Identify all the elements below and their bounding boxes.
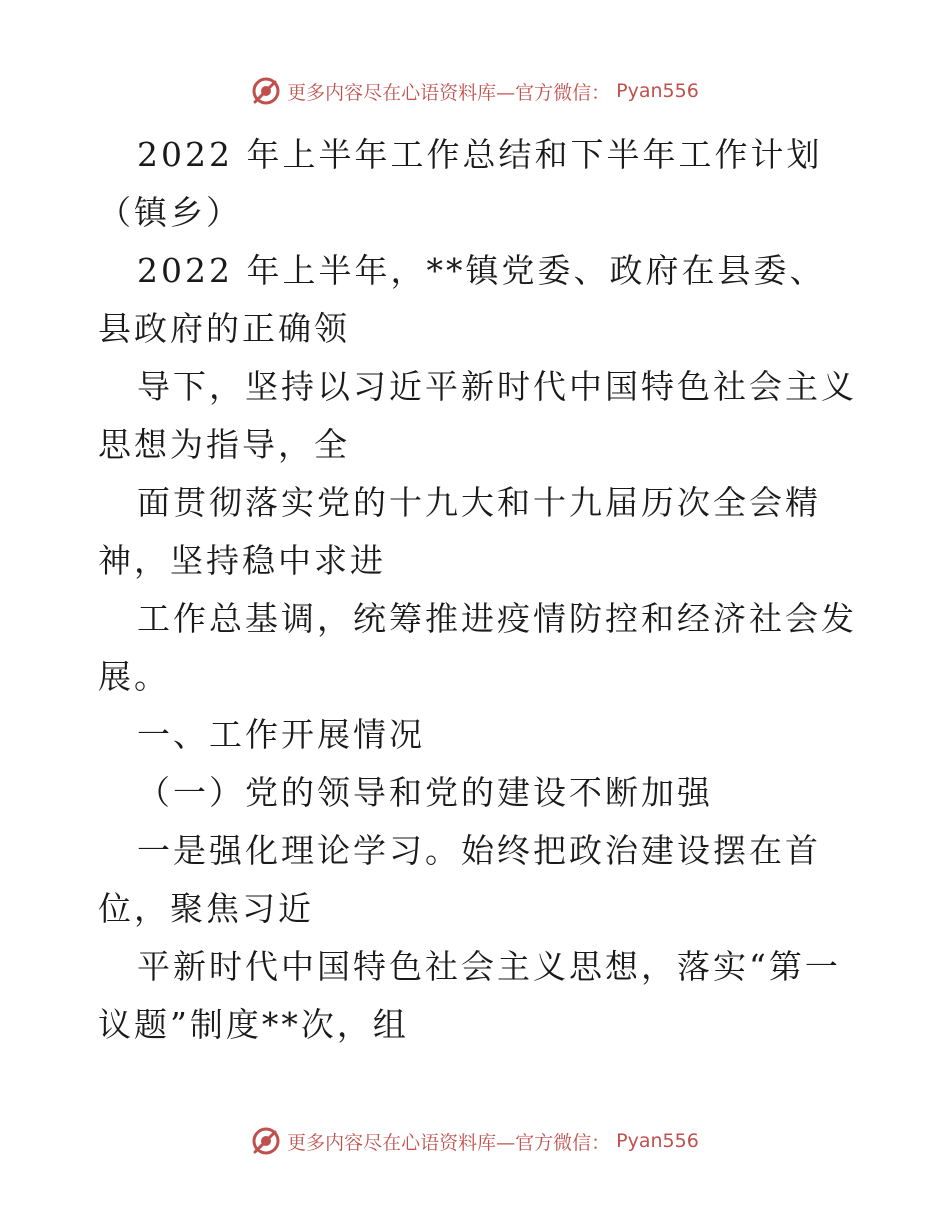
document-body bbox=[98, 126, 858, 1054]
section-heading: 一、工作开展情况 bbox=[137, 715, 425, 754]
banner-text: 更多内容尽在心语资料库—官方微信： bbox=[287, 81, 611, 104]
document-title: 2022 年上半年工作总结和下半年工作计划（镇乡） bbox=[98, 135, 823, 232]
paragraph-4: 工作总基调，统筹推进疫情防控和经济社会发展。 bbox=[98, 599, 857, 696]
paragraph-3: 面贯彻落实党的十九大和十九届历次全会精神，坚持稳中求进 bbox=[98, 483, 821, 580]
banner-text: 更多内容尽在心语资料库—官方微信： bbox=[287, 1131, 611, 1154]
subsection-heading: （一）党的领导和党的建设不断加强 bbox=[137, 773, 713, 812]
paragraph-8: 平新时代中国特色社会主义思想，落实“第一议题”制度**次，组 bbox=[98, 947, 841, 1044]
paragraph-1: 2022 年上半年，**镇党委、政府在县委、县政府的正确领 bbox=[98, 251, 826, 348]
pen-seal-icon bbox=[251, 76, 281, 106]
pen-seal-icon bbox=[251, 1126, 281, 1156]
banner-wechat-id: Pyan556 bbox=[616, 1130, 699, 1152]
paragraph-2: 导下，坚持以习近平新时代中国特色社会主义思想为指导，全 bbox=[98, 367, 857, 464]
footer-watermark-banner bbox=[0, 1124, 950, 1158]
paragraph-7: 一是强化理论学习。始终把政治建设摆在首位，聚焦习近 bbox=[98, 831, 821, 928]
header-watermark-banner bbox=[0, 74, 950, 108]
banner-wechat-id: Pyan556 bbox=[616, 80, 699, 102]
